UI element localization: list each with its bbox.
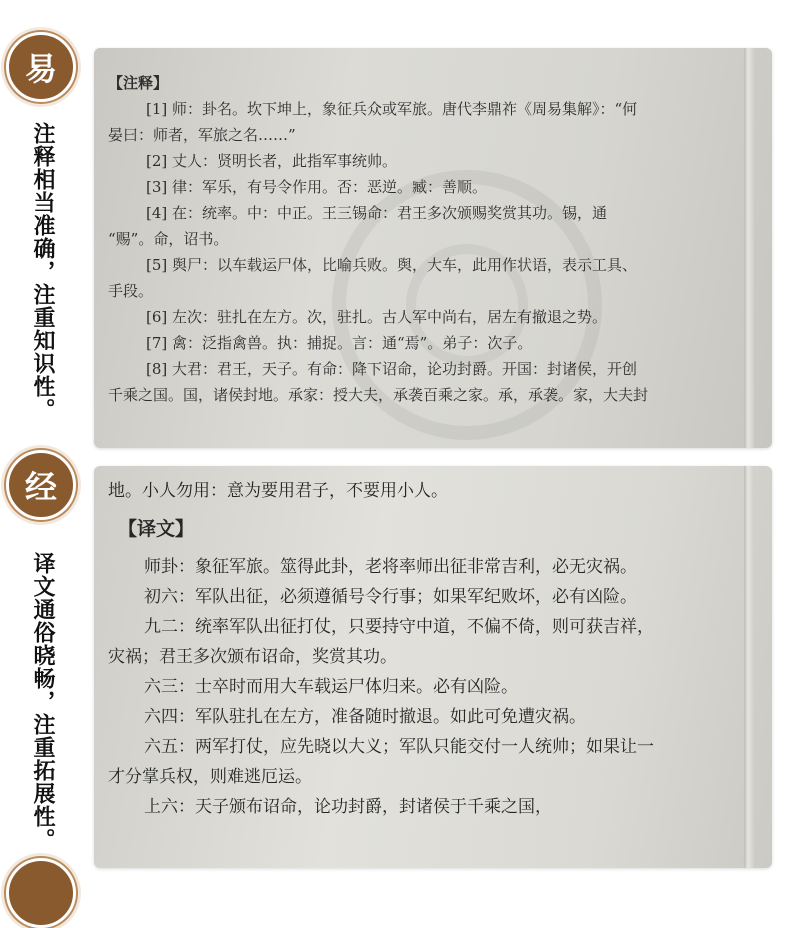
page-edge: [744, 48, 754, 448]
jing-badge: 经: [6, 450, 76, 520]
annotation-line: 手段。: [108, 282, 154, 300]
annotation-page-photo: [94, 48, 772, 448]
annotation-line: [4] 在：统率。中：中正。王三锡命：君王多次颁赐奖赏其功。锡，通: [146, 204, 608, 222]
annotation-line: 千乘之国。国，诸侯封地。承家：授大夫，承袭百乘之家。承，承袭。家，大夫封: [108, 386, 649, 404]
annotation-slogan: 注释相当准确，注重知识性。: [30, 122, 55, 421]
page-edge: [744, 466, 754, 868]
translation-line: 六三：士卒时而用大车载运尸体归来。必有凶险。: [144, 677, 518, 697]
annotation-line: [8] 大君：君王，天子。有命：降下诏命，论功封爵。开国：封诸侯，开创: [146, 360, 638, 378]
translation-line: 才分掌兵权，则难逃厄运。: [108, 767, 312, 787]
next-section-badge: [6, 858, 76, 928]
translation-text: [108, 476, 742, 822]
annotation-line: [6] 左次：驻扎在左方。次，驻扎。古人军中尚右，居左有撤退之势。: [146, 308, 608, 326]
translation-slogan: 译文通俗晓畅，注重拓展性。: [30, 552, 55, 851]
translation-line: 师卦：象征军旅。筮得此卦，老将率师出征非常吉利，必无灾祸。: [144, 557, 637, 577]
annotation-line: [5] 舆尸：以车载运尸体，比喻兵败。舆，大车，此用作状语，表示工具、: [146, 256, 638, 274]
translation-line: 初六：军队出征，必须遵循号令行事；如果军纪败坏，必有凶险。: [144, 587, 637, 607]
translation-line: 上六：天子颁布诏命，论功封爵，封诸侯于千乘之国，: [144, 797, 552, 817]
annotation-line: [1] 师：卦名。坎下坤上，象征兵众或军旅。唐代李鼎祚《周易集解》：“何: [146, 100, 638, 118]
annotation-text: [108, 70, 742, 408]
annotation-line: “赐”。命，诏书。: [108, 230, 229, 248]
translation-line: 六四：军队驻扎在左方，准备随时撤退。如此可免遭灾祸。: [144, 707, 586, 727]
translation-page-photo: [94, 466, 772, 868]
translation-line: 九二：统率军队出征打仗，只要持守中道，不偏不倚，则可获吉祥，: [144, 617, 654, 637]
annotation-line: 晏曰：师者，军旅之名……”: [108, 126, 296, 144]
translation-line: 六五：两军打仗，应先晓以大义；军队只能交付一人统帅；如果让一: [144, 737, 654, 757]
annotation-heading: 【注释】: [108, 74, 169, 92]
annotation-line: [7] 禽：泛指禽兽。执：捕捉。言：通“焉”。弟子：次子。: [146, 334, 533, 352]
yi-badge: 易: [6, 32, 76, 102]
translation-line: 地。小人勿用：意为要用君子，不要用小人。: [108, 481, 448, 501]
annotation-line: [2] 丈人：贤明长者，此指军事统帅。: [146, 152, 398, 170]
translation-line: 灾祸；君王多次颁布诏命，奖赏其功。: [108, 647, 397, 667]
annotation-line: [3] 律：军乐，有号令作用。否：恶逆。臧：善顺。: [146, 178, 488, 196]
translation-heading: 【译文】: [118, 518, 195, 540]
